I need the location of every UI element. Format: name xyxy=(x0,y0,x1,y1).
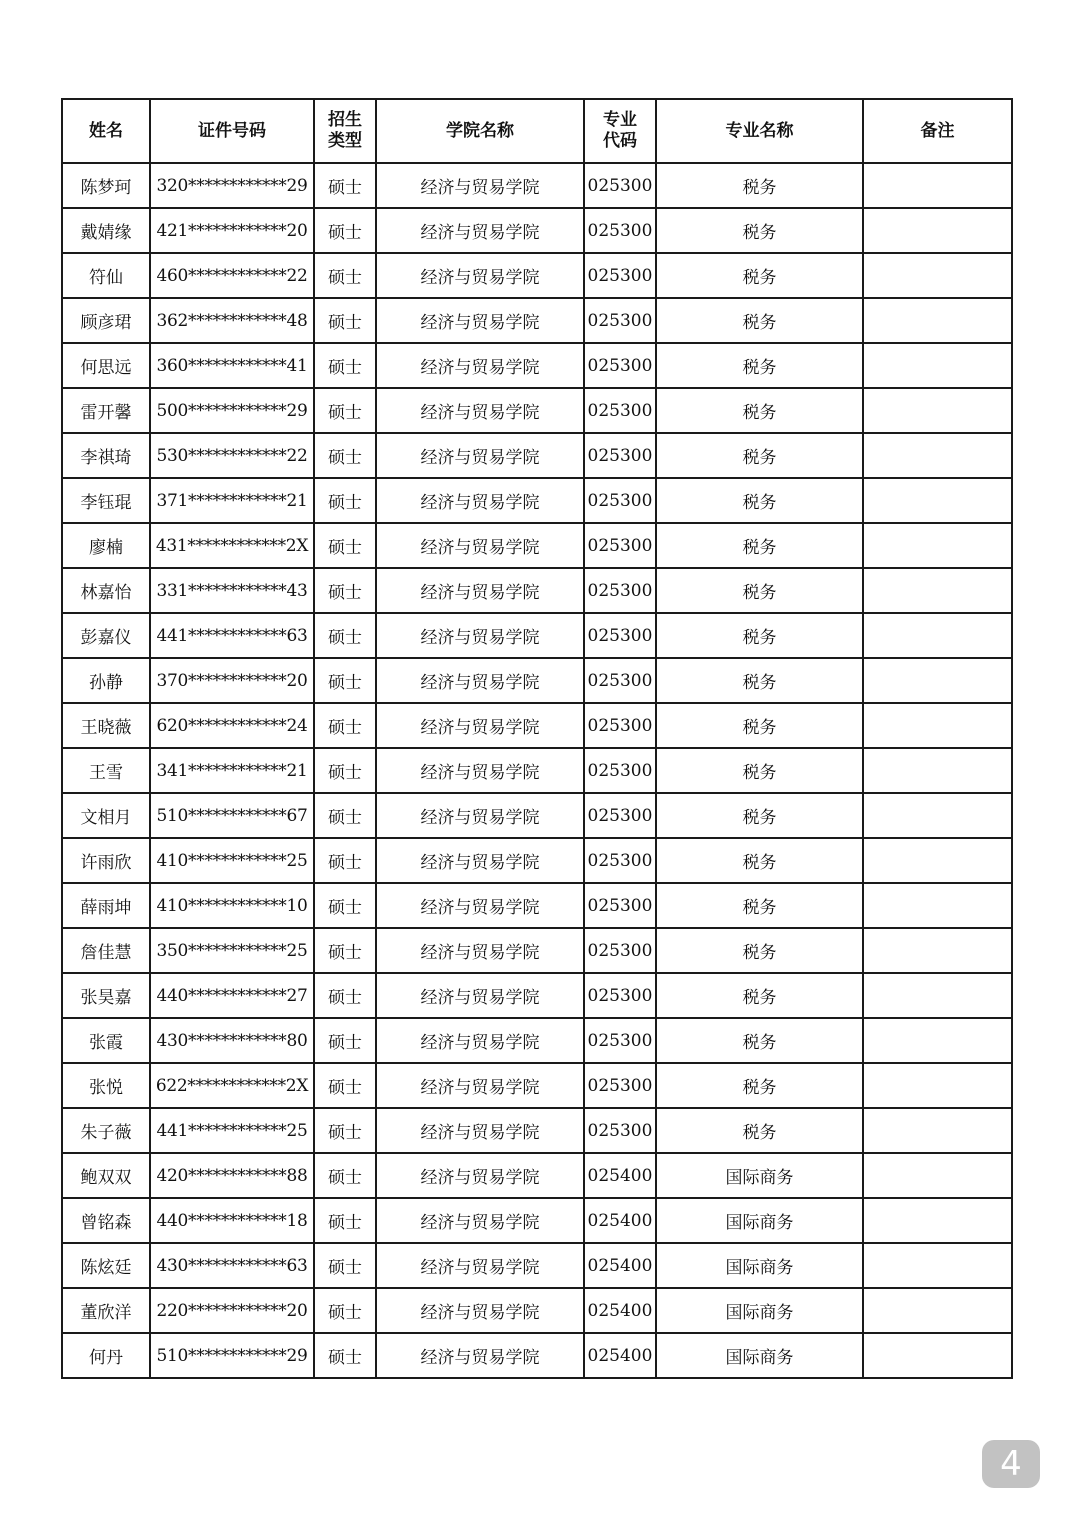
cell-college: 经济与贸易学院 xyxy=(376,748,584,793)
cell-remarks xyxy=(863,1153,1012,1198)
cell-major-code: 025300 xyxy=(584,748,656,793)
cell-enroll-type: 硕士 xyxy=(314,343,376,388)
cell-remarks xyxy=(863,523,1012,568)
cell-name: 董欣洋 xyxy=(62,1288,150,1333)
cell-major-name: 税务 xyxy=(656,298,863,343)
cell-id-number: 220************20 xyxy=(150,1288,314,1333)
cell-enroll-type: 硕士 xyxy=(314,298,376,343)
table-row xyxy=(62,568,1012,613)
cell-name: 文相月 xyxy=(62,793,150,838)
cell-name: 詹佳慧 xyxy=(62,928,150,973)
table-row xyxy=(62,343,1012,388)
cell-enroll-type: 硕士 xyxy=(314,433,376,478)
cell-remarks xyxy=(863,883,1012,928)
cell-major-name: 税务 xyxy=(656,343,863,388)
cell-enroll-type: 硕士 xyxy=(314,1063,376,1108)
cell-major-name: 税务 xyxy=(656,838,863,883)
table-row xyxy=(62,298,1012,343)
cell-id-number: 360************41 xyxy=(150,343,314,388)
cell-name: 朱子薇 xyxy=(62,1108,150,1153)
cell-college: 经济与贸易学院 xyxy=(376,973,584,1018)
table-row xyxy=(62,523,1012,568)
cell-id-number: 510************29 xyxy=(150,1333,314,1378)
cell-major-code: 025300 xyxy=(584,163,656,208)
cell-name: 张霞 xyxy=(62,1018,150,1063)
cell-major-code: 025300 xyxy=(584,928,656,973)
cell-name: 鲍双双 xyxy=(62,1153,150,1198)
table-row xyxy=(62,1243,1012,1288)
cell-remarks xyxy=(863,928,1012,973)
cell-major-name: 税务 xyxy=(656,1018,863,1063)
cell-id-number: 341************21 xyxy=(150,748,314,793)
cell-college: 经济与贸易学院 xyxy=(376,1333,584,1378)
cell-enroll-type: 硕士 xyxy=(314,568,376,613)
cell-id-number: 431************2X xyxy=(150,523,314,568)
table-row xyxy=(62,1018,1012,1063)
cell-college: 经济与贸易学院 xyxy=(376,1198,584,1243)
cell-major-code: 025300 xyxy=(584,883,656,928)
cell-major-code: 025300 xyxy=(584,298,656,343)
cell-id-number: 430************63 xyxy=(150,1243,314,1288)
table-row xyxy=(62,163,1012,208)
cell-major-code: 025300 xyxy=(584,388,656,433)
cell-name: 彭嘉仪 xyxy=(62,613,150,658)
cell-remarks xyxy=(863,253,1012,298)
cell-major-name: 税务 xyxy=(656,748,863,793)
table-row xyxy=(62,253,1012,298)
cell-enroll-type: 硕士 xyxy=(314,388,376,433)
header-name: 姓名 xyxy=(62,99,150,163)
cell-name: 张悦 xyxy=(62,1063,150,1108)
cell-name: 顾彦珺 xyxy=(62,298,150,343)
cell-major-name: 税务 xyxy=(656,568,863,613)
cell-major-code: 025400 xyxy=(584,1198,656,1243)
cell-name: 陈炫廷 xyxy=(62,1243,150,1288)
cell-id-number: 430************80 xyxy=(150,1018,314,1063)
cell-name: 符仙 xyxy=(62,253,150,298)
cell-name: 李祺琦 xyxy=(62,433,150,478)
cell-major-name: 税务 xyxy=(656,613,863,658)
cell-major-code: 025300 xyxy=(584,703,656,748)
table-row xyxy=(62,703,1012,748)
cell-name: 雷开馨 xyxy=(62,388,150,433)
cell-major-name: 税务 xyxy=(656,1063,863,1108)
cell-id-number: 362************48 xyxy=(150,298,314,343)
cell-major-name: 税务 xyxy=(656,433,863,478)
cell-college: 经济与贸易学院 xyxy=(376,1108,584,1153)
cell-college: 经济与贸易学院 xyxy=(376,793,584,838)
cell-id-number: 460************22 xyxy=(150,253,314,298)
cell-remarks xyxy=(863,1288,1012,1333)
cell-name: 许雨欣 xyxy=(62,838,150,883)
table-row xyxy=(62,793,1012,838)
cell-enroll-type: 硕士 xyxy=(314,478,376,523)
cell-remarks xyxy=(863,478,1012,523)
cell-name: 王晓薇 xyxy=(62,703,150,748)
table-row xyxy=(62,883,1012,928)
cell-id-number: 370************20 xyxy=(150,658,314,703)
cell-college: 经济与贸易学院 xyxy=(376,253,584,298)
cell-major-name: 税务 xyxy=(656,523,863,568)
cell-major-name: 国际商务 xyxy=(656,1333,863,1378)
cell-enroll-type: 硕士 xyxy=(314,703,376,748)
cell-major-name: 税务 xyxy=(656,163,863,208)
cell-enroll-type: 硕士 xyxy=(314,973,376,1018)
cell-major-name: 税务 xyxy=(656,883,863,928)
cell-college: 经济与贸易学院 xyxy=(376,928,584,973)
cell-major-code: 025400 xyxy=(584,1153,656,1198)
cell-enroll-type: 硕士 xyxy=(314,748,376,793)
cell-major-name: 税务 xyxy=(656,793,863,838)
cell-enroll-type: 硕士 xyxy=(314,523,376,568)
cell-id-number: 320************29 xyxy=(150,163,314,208)
header-enroll-type xyxy=(314,99,376,163)
cell-id-number: 410************25 xyxy=(150,838,314,883)
cell-major-name: 国际商务 xyxy=(656,1243,863,1288)
table-row xyxy=(62,1198,1012,1243)
cell-enroll-type: 硕士 xyxy=(314,928,376,973)
cell-college: 经济与贸易学院 xyxy=(376,523,584,568)
header-college: 学院名称 xyxy=(376,99,584,163)
cell-enroll-type: 硕士 xyxy=(314,658,376,703)
table-row xyxy=(62,838,1012,883)
admission-list-table xyxy=(61,98,1013,1379)
cell-college: 经济与贸易学院 xyxy=(376,1018,584,1063)
cell-remarks xyxy=(863,433,1012,478)
cell-major-code: 025300 xyxy=(584,433,656,478)
cell-major-code: 025300 xyxy=(584,343,656,388)
cell-enroll-type: 硕士 xyxy=(314,208,376,253)
cell-college: 经济与贸易学院 xyxy=(376,163,584,208)
cell-name: 孙静 xyxy=(62,658,150,703)
cell-major-name: 税务 xyxy=(656,1108,863,1153)
cell-id-number: 622************2X xyxy=(150,1063,314,1108)
cell-id-number: 441************25 xyxy=(150,1108,314,1153)
cell-remarks xyxy=(863,568,1012,613)
cell-college: 经济与贸易学院 xyxy=(376,658,584,703)
page-number-badge: 4 xyxy=(982,1440,1040,1488)
header-remarks: 备注 xyxy=(863,99,1012,163)
cell-major-code: 025300 xyxy=(584,208,656,253)
cell-remarks xyxy=(863,208,1012,253)
table-row xyxy=(62,658,1012,703)
cell-college: 经济与贸易学院 xyxy=(376,883,584,928)
cell-major-code: 025400 xyxy=(584,1288,656,1333)
cell-major-name: 税务 xyxy=(656,388,863,433)
cell-major-code: 025400 xyxy=(584,1243,656,1288)
cell-remarks xyxy=(863,1243,1012,1288)
cell-college: 经济与贸易学院 xyxy=(376,343,584,388)
cell-college: 经济与贸易学院 xyxy=(376,298,584,343)
cell-major-code: 025300 xyxy=(584,1108,656,1153)
cell-enroll-type: 硕士 xyxy=(314,1243,376,1288)
cell-major-name: 税务 xyxy=(656,208,863,253)
cell-id-number: 331************43 xyxy=(150,568,314,613)
cell-name: 何丹 xyxy=(62,1333,150,1378)
cell-remarks xyxy=(863,388,1012,433)
cell-remarks xyxy=(863,658,1012,703)
header-major-code xyxy=(584,99,656,163)
cell-college: 经济与贸易学院 xyxy=(376,838,584,883)
cell-remarks xyxy=(863,703,1012,748)
cell-major-code: 025300 xyxy=(584,1018,656,1063)
cell-name: 薛雨坤 xyxy=(62,883,150,928)
cell-id-number: 500************29 xyxy=(150,388,314,433)
header-major-code-line2: 代码 xyxy=(603,131,637,151)
cell-name: 林嘉怡 xyxy=(62,568,150,613)
cell-major-code: 025300 xyxy=(584,1063,656,1108)
table-row xyxy=(62,613,1012,658)
cell-name: 廖楠 xyxy=(62,523,150,568)
cell-college: 经济与贸易学院 xyxy=(376,433,584,478)
cell-enroll-type: 硕士 xyxy=(314,163,376,208)
cell-remarks xyxy=(863,748,1012,793)
header-enroll-type-line1: 招生 xyxy=(328,110,362,130)
cell-remarks xyxy=(863,1108,1012,1153)
cell-name: 曾铭森 xyxy=(62,1198,150,1243)
cell-major-code: 025300 xyxy=(584,613,656,658)
table-row xyxy=(62,748,1012,793)
header-id-number: 证件号码 xyxy=(150,99,314,163)
cell-major-name: 国际商务 xyxy=(656,1288,863,1333)
cell-major-name: 国际商务 xyxy=(656,1153,863,1198)
cell-enroll-type: 硕士 xyxy=(314,1108,376,1153)
cell-enroll-type: 硕士 xyxy=(314,1198,376,1243)
cell-major-name: 税务 xyxy=(656,703,863,748)
cell-remarks xyxy=(863,838,1012,883)
cell-major-code: 025300 xyxy=(584,253,656,298)
cell-enroll-type: 硕士 xyxy=(314,1288,376,1333)
header-major-code-line1: 专业 xyxy=(603,110,637,130)
cell-major-code: 025300 xyxy=(584,973,656,1018)
table-row xyxy=(62,208,1012,253)
cell-major-code: 025300 xyxy=(584,658,656,703)
cell-id-number: 371************21 xyxy=(150,478,314,523)
cell-id-number: 410************10 xyxy=(150,883,314,928)
cell-enroll-type: 硕士 xyxy=(314,838,376,883)
cell-enroll-type: 硕士 xyxy=(314,1153,376,1198)
cell-college: 经济与贸易学院 xyxy=(376,1288,584,1333)
cell-id-number: 420************88 xyxy=(150,1153,314,1198)
cell-major-name: 国际商务 xyxy=(656,1198,863,1243)
cell-remarks xyxy=(863,1198,1012,1243)
header-major-name: 专业名称 xyxy=(656,99,863,163)
header-enroll-type-line2: 类型 xyxy=(328,131,362,151)
table-row xyxy=(62,388,1012,433)
table-row xyxy=(62,973,1012,1018)
cell-enroll-type: 硕士 xyxy=(314,253,376,298)
table-row xyxy=(62,478,1012,523)
cell-name: 李钰琨 xyxy=(62,478,150,523)
cell-id-number: 510************67 xyxy=(150,793,314,838)
cell-enroll-type: 硕士 xyxy=(314,613,376,658)
cell-major-name: 税务 xyxy=(656,928,863,973)
cell-id-number: 620************24 xyxy=(150,703,314,748)
cell-major-code: 025300 xyxy=(584,793,656,838)
cell-id-number: 441************63 xyxy=(150,613,314,658)
cell-id-number: 440************18 xyxy=(150,1198,314,1243)
cell-id-number: 530************22 xyxy=(150,433,314,478)
table-row xyxy=(62,1153,1012,1198)
cell-enroll-type: 硕士 xyxy=(314,1018,376,1063)
table-row xyxy=(62,433,1012,478)
cell-name: 何思远 xyxy=(62,343,150,388)
cell-college: 经济与贸易学院 xyxy=(376,1063,584,1108)
cell-remarks xyxy=(863,973,1012,1018)
cell-id-number: 421************20 xyxy=(150,208,314,253)
cell-remarks xyxy=(863,298,1012,343)
cell-college: 经济与贸易学院 xyxy=(376,703,584,748)
cell-major-code: 025300 xyxy=(584,568,656,613)
table-row xyxy=(62,1288,1012,1333)
table-row xyxy=(62,1333,1012,1378)
cell-remarks xyxy=(863,163,1012,208)
cell-college: 经济与贸易学院 xyxy=(376,568,584,613)
cell-college: 经济与贸易学院 xyxy=(376,1243,584,1288)
table-row xyxy=(62,1108,1012,1153)
cell-remarks xyxy=(863,1333,1012,1378)
cell-remarks xyxy=(863,1063,1012,1108)
cell-major-code: 025300 xyxy=(584,523,656,568)
cell-id-number: 350************25 xyxy=(150,928,314,973)
cell-major-code: 025300 xyxy=(584,838,656,883)
cell-college: 经济与贸易学院 xyxy=(376,613,584,658)
cell-name: 张昊嘉 xyxy=(62,973,150,1018)
cell-remarks xyxy=(863,343,1012,388)
cell-name: 王雪 xyxy=(62,748,150,793)
cell-college: 经济与贸易学院 xyxy=(376,388,584,433)
table-row xyxy=(62,928,1012,973)
cell-major-code: 025300 xyxy=(584,478,656,523)
cell-remarks xyxy=(863,793,1012,838)
cell-major-name: 税务 xyxy=(656,658,863,703)
cell-name: 戴婧缘 xyxy=(62,208,150,253)
cell-remarks xyxy=(863,1018,1012,1063)
cell-major-name: 税务 xyxy=(656,253,863,298)
cell-enroll-type: 硕士 xyxy=(314,1333,376,1378)
cell-major-name: 税务 xyxy=(656,973,863,1018)
cell-enroll-type: 硕士 xyxy=(314,883,376,928)
cell-remarks xyxy=(863,613,1012,658)
cell-major-code: 025400 xyxy=(584,1333,656,1378)
table-body xyxy=(62,163,1012,1378)
cell-major-name: 税务 xyxy=(656,478,863,523)
cell-college: 经济与贸易学院 xyxy=(376,478,584,523)
cell-name: 陈梦珂 xyxy=(62,163,150,208)
cell-college: 经济与贸易学院 xyxy=(376,1153,584,1198)
cell-college: 经济与贸易学院 xyxy=(376,208,584,253)
table-row xyxy=(62,1063,1012,1108)
header-row xyxy=(62,99,1012,163)
cell-id-number: 440************27 xyxy=(150,973,314,1018)
cell-enroll-type: 硕士 xyxy=(314,793,376,838)
